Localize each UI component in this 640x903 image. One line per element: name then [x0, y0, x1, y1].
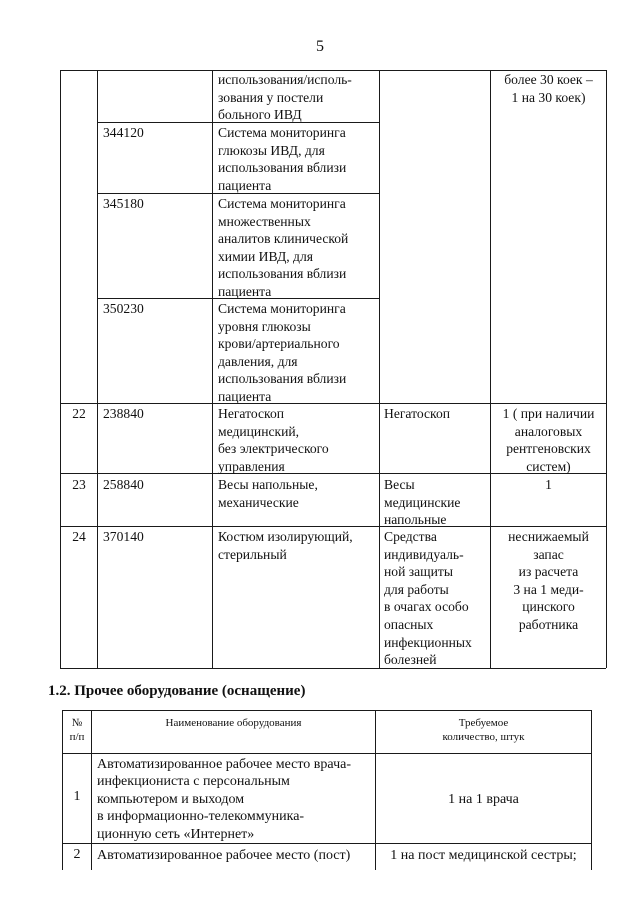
column-divider: [379, 70, 380, 668]
table-cell-name: использования/исполь- зования у постели больного ИВД: [218, 72, 352, 123]
table-cell-code: 238840: [103, 406, 144, 421]
table-cell-name: Система мониторинга уровня глюкозы крови/артериального давления, для использования вблизи пациента: [218, 301, 347, 404]
row-divider: [62, 753, 591, 754]
table-cell-name: Костюм изолирующий, стерильный: [218, 529, 353, 562]
row-divider: [60, 668, 606, 669]
table-cell-code: 344120: [103, 125, 144, 140]
row-divider: [62, 843, 591, 844]
table-cell-type: Негатоскоп: [384, 406, 451, 421]
table-border: [60, 70, 61, 668]
table-cell-num: 23: [72, 477, 86, 492]
table-cell-type: Весы медицинские напольные: [384, 477, 461, 528]
table-cell-code: 350230: [103, 301, 144, 316]
page-number: 5: [316, 38, 324, 55]
table-cell-qty: неснижаемый запас из расчета 3 на 1 меди- цинского работника: [508, 529, 589, 632]
table-cell-num: 2: [73, 847, 81, 862]
column-divider: [91, 710, 92, 870]
row-divider: [62, 710, 591, 711]
table-cell-type: Средства индивидуаль- ной защиты для работы в очагах особо опасных инфекционных болезней: [384, 529, 472, 668]
section-title: 1.2. Прочее оборудование (оснащение): [48, 683, 306, 699]
table-cell-code: 258840: [103, 477, 144, 492]
table-cell-code: 370140: [103, 529, 144, 544]
table-cell-name: Автоматизированное рабочее место врача- инфекциониста с персональным компьютером и выходом в информационно-телекоммуника- ционную сеть «Интернет»: [97, 757, 351, 842]
column-header-num: № п/п: [69, 717, 85, 743]
table-cell-name: Система мониторинга множественных аналитов клинической химии ИВД, для использования вблизи пациента: [218, 196, 349, 299]
table-cell-num: 24: [72, 529, 86, 544]
column-header-name: Наименование оборудования: [165, 717, 302, 729]
table-cell-qty: 1 на пост медицинской сестры;: [390, 848, 577, 863]
table-cell-qty: 1: [545, 477, 552, 492]
table-cell-qty: 1 на 1 врача: [448, 792, 519, 807]
table-cell-qty: более 30 коек – 1 на 30 коек): [504, 72, 593, 105]
table-cell-name: Весы напольные, механические: [218, 477, 318, 510]
column-header-qty: Требуемое количество, штук: [442, 717, 525, 743]
table-cell-code: 345180: [103, 196, 144, 211]
column-divider: [97, 70, 98, 668]
column-divider: [212, 70, 213, 668]
table-border: [591, 710, 592, 870]
table-cell-name: Автоматизированное рабочее место (пост): [97, 848, 351, 863]
table-border: [606, 70, 607, 668]
table-cell-num: 22: [72, 406, 86, 421]
row-divider: [60, 526, 606, 527]
table-cell-name: Негатоскоп медицинский, без электрического управления: [218, 406, 329, 474]
table-cell-name: Система мониторинга глюкозы ИВД, для использования вблизи пациента: [218, 125, 347, 193]
table-cell-qty: 1 ( при наличии аналоговых рентгеновских систем): [502, 406, 595, 474]
table-cell-num: 1: [73, 789, 81, 804]
